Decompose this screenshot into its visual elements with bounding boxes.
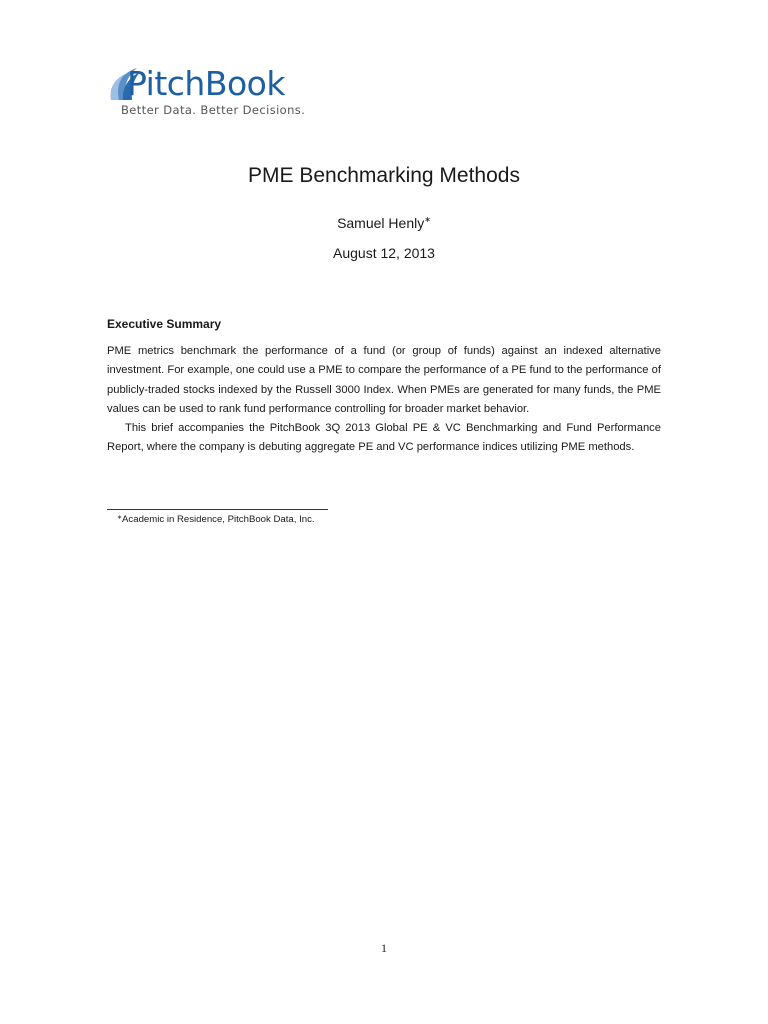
pitchbook-logo <box>107 62 327 120</box>
page-number: 1 <box>381 941 387 955</box>
footnote-text: Academic in Residence, PitchBook Data, Inc. <box>122 514 315 525</box>
paragraph: This brief accompanies the PitchBook 3Q 2013 Global PE & VC Benchmarking and Fund Performance Report, where the company is debuting aggregate PE and VC performance indices utilizing PME methods. <box>107 422 661 454</box>
section-body <box>107 342 661 458</box>
footnote <box>117 511 315 527</box>
footnote-divider <box>107 509 328 510</box>
logo-wordmark: PitchBook <box>127 64 285 103</box>
paper-date: August 12, 2013 <box>333 245 435 261</box>
footnote-marker: ∗ <box>117 515 123 521</box>
author-name: Samuel Henly <box>337 215 425 231</box>
author-footnote-marker: ∗ <box>424 215 431 224</box>
section-heading: Executive Summary <box>107 317 222 331</box>
paper-title: PME Benchmarking Methods <box>248 164 520 187</box>
logo-tagline: Better Data. Better Decisions. <box>121 103 306 117</box>
author-line <box>0 210 768 233</box>
paragraph: PME metrics benchmark the performance of a fund (or group of funds) against an indexed alternative investment. For example, one could use a PME to compare the performance of a PE fund to the performance of publicly-traded stocks indexed by the Russell 3000 Index. When PMEs are generated for many funds, the PME values can be used to rank fund performance controlling for broader market behavior. <box>107 345 661 415</box>
